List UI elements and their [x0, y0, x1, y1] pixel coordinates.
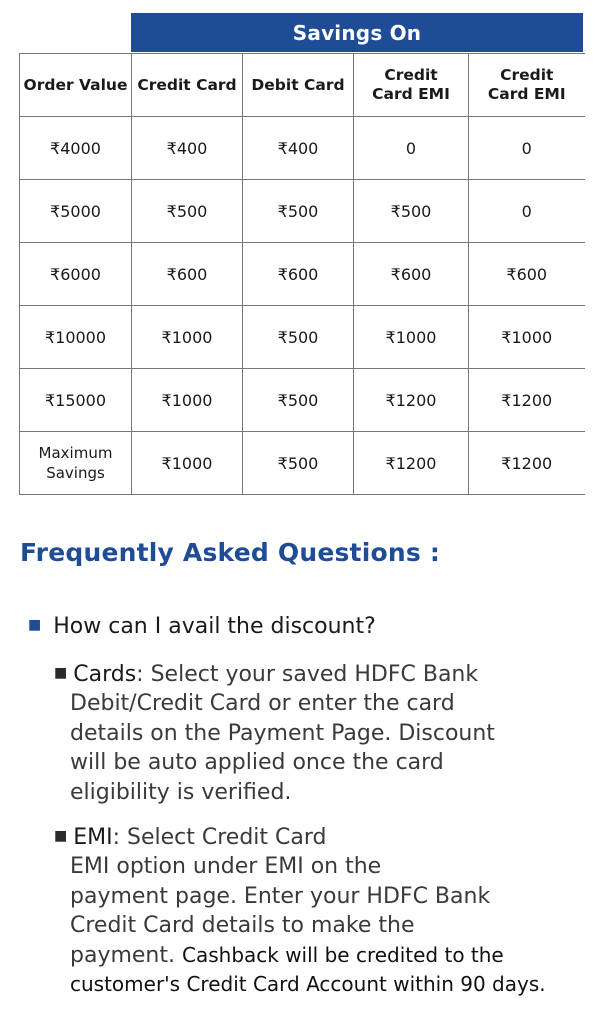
table-cell: ₹600 — [132, 243, 243, 306]
answer-line: payment page. Enter your HDFC Bank — [70, 883, 491, 909]
column-header: Debit Card — [243, 54, 354, 117]
answer-line: details on the Payment Page. Discount — [70, 720, 495, 746]
table-cell: Maximum Savings — [20, 432, 132, 495]
table-row — [20, 117, 585, 180]
faq-heading: Frequently Asked Questions : — [20, 538, 441, 567]
table-cell: ₹1200 — [469, 369, 585, 432]
table-header-row — [20, 54, 585, 117]
bullet-icon: ■ — [54, 828, 68, 844]
table-cell: ₹1200 — [354, 432, 469, 495]
table-row — [20, 432, 585, 495]
table-cell: ₹1000 — [132, 369, 243, 432]
table-cell: ₹600 — [243, 243, 354, 306]
answer-line-with-cashback: payment. Cashback will be credited to the — [70, 942, 504, 968]
column-header: Credit Card EMI — [354, 54, 469, 117]
table-cell: ₹500 — [243, 369, 354, 432]
table-cell: ₹10000 — [20, 306, 132, 369]
cashback-note: Cashback will be credited to the — [182, 942, 504, 967]
savings-on-banner: Savings On — [131, 13, 583, 52]
faq-answer-emi — [54, 822, 546, 999]
answer-line: : Select Credit Card — [112, 825, 327, 850]
table-cell: ₹500 — [243, 306, 354, 369]
table-cell: ₹1200 — [354, 369, 469, 432]
answer-line: eligibility is verified. — [70, 779, 292, 805]
answer-line: EMI option under EMI on the — [70, 854, 382, 880]
column-header: Credit Card EMI — [469, 54, 585, 117]
answer-line: Credit Card details to make the — [70, 913, 415, 939]
table-cell: ₹1000 — [469, 306, 585, 369]
table-cell: ₹600 — [469, 243, 585, 306]
table-cell: ₹15000 — [20, 369, 132, 432]
table-cell: 0 — [354, 117, 469, 180]
table-cell: ₹500 — [354, 180, 469, 243]
table-cell: ₹400 — [243, 117, 354, 180]
answer-term: EMI — [73, 825, 113, 850]
table-row — [20, 243, 585, 306]
savings-table — [19, 53, 585, 495]
table-cell: 0 — [469, 180, 585, 243]
table-cell: ₹6000 — [20, 243, 132, 306]
table-row — [20, 369, 585, 432]
faq-question — [28, 614, 376, 639]
column-header: Credit Card — [132, 54, 243, 117]
answer-term: Cards — [73, 662, 137, 687]
table-cell: ₹1200 — [469, 432, 585, 495]
table-row — [20, 180, 585, 243]
bullet-icon: ■ — [28, 617, 42, 633]
faq-answer-cards — [54, 659, 495, 807]
table-cell: 0 — [469, 117, 585, 180]
table-cell: ₹1000 — [354, 306, 469, 369]
table-cell: ₹4000 — [20, 117, 132, 180]
question-text: How can I avail the discount? — [53, 614, 376, 639]
table-cell: ₹400 — [132, 117, 243, 180]
column-header: Order Value — [20, 54, 132, 117]
answer-line: : Select your saved HDFC Bank — [136, 662, 479, 687]
answer-line: will be auto applied once the card — [70, 750, 444, 776]
table-cell: ₹500 — [243, 432, 354, 495]
bullet-icon: ■ — [54, 665, 68, 681]
table-cell: ₹5000 — [20, 180, 132, 243]
table-row — [20, 306, 585, 369]
table-cell: ₹500 — [132, 180, 243, 243]
cashback-note: customer's Credit Card Account within 90 days. — [70, 972, 546, 997]
table-cell: ₹500 — [243, 180, 354, 243]
answer-line: Debit/Credit Card or enter the card — [70, 691, 455, 717]
table-cell: ₹1000 — [132, 432, 243, 495]
table-cell: ₹600 — [354, 243, 469, 306]
table-cell: ₹1000 — [132, 306, 243, 369]
